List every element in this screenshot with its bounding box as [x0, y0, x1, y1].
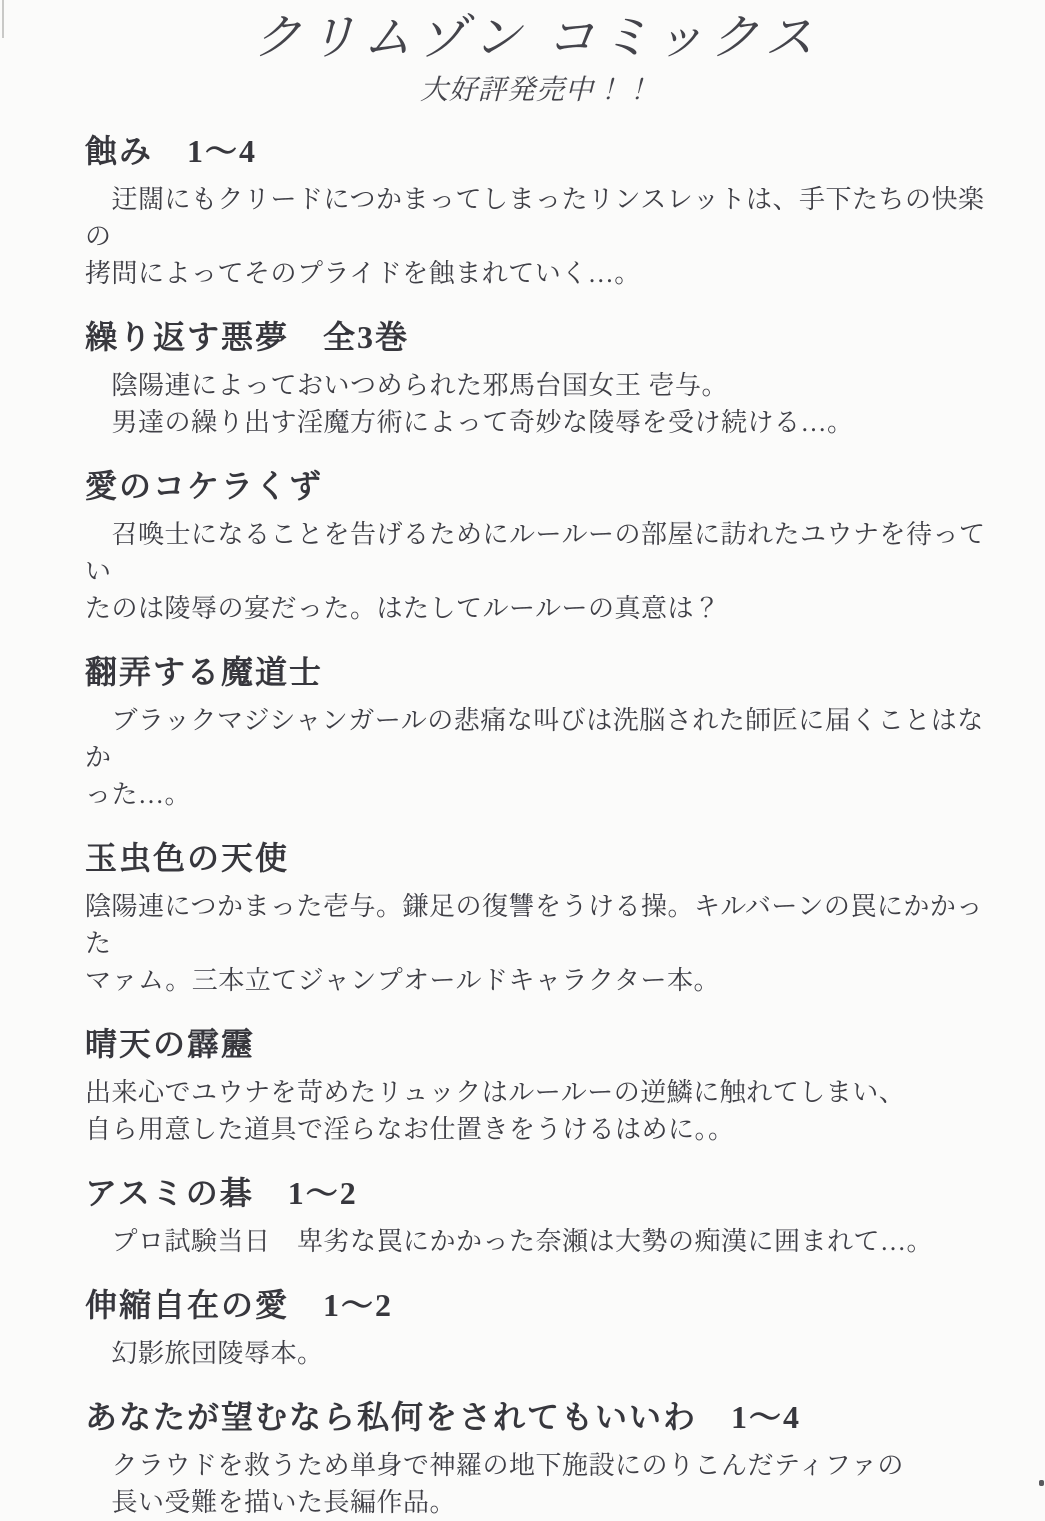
- entry-description-line: 男達の繰り出す淫魔方術によって奇妙な陵辱を受け続ける…。: [85, 408, 854, 437]
- entry-description-line: マァム。三本立てジャンプオールドキャラクター本。: [85, 966, 720, 995]
- entry-description-line: プロ試験当日 卑劣な罠にかかった奈瀬は大勢の痴漢に囲まれて…。: [85, 1227, 934, 1256]
- page-subtitle: 大好評発売中！！: [419, 75, 652, 106]
- catalog-entry: [85, 1171, 987, 1260]
- entry-description-line: 幻影旅団陵辱本。: [85, 1339, 324, 1368]
- entry-title: アスミの碁 1～2: [85, 1175, 358, 1211]
- catalog-entry: [85, 1395, 987, 1521]
- entry-description-line: 召喚士になることを告げるためにルールーの部屋に訪れたユウナを待ってい: [85, 520, 986, 586]
- entry-title: 伸縮自在の愛 1～2: [85, 1287, 394, 1323]
- scan-edge-artifact: [2, 0, 4, 38]
- entry-title: 繰り返す悪夢 全3巻: [85, 319, 410, 355]
- catalog-entry: [85, 650, 987, 813]
- entry-description-line: 陰陽連によっておいつめられた邪馬台国女王 壱与。: [85, 371, 729, 400]
- catalog-entry: [85, 1022, 987, 1148]
- entry-description-line: クラウドを救うため単身で神羅の地下施設にのりこんだティファの: [85, 1451, 904, 1480]
- entry-description-line: ブラックマジシャンガールの悲痛な叫びは洗脳された師匠に届くことはなか: [85, 706, 984, 772]
- entry-description-line: 自ら用意した道具で淫らなお仕置きをうけるはめに。。: [85, 1115, 735, 1144]
- entry-description-line: 陰陽連につかまった壱与。鎌足の復讐をうける操。キルバーンの罠にかかった: [85, 892, 983, 958]
- entry-description-line: った…。: [85, 780, 192, 809]
- catalog-entry: [85, 315, 987, 441]
- entry-title: 玉虫色の天使: [85, 840, 290, 876]
- catalog-entry: [85, 129, 987, 292]
- entry-description-line: 出来心でユウナを苛めたリュックはルールーの逆鱗に触れてしまい、: [85, 1078, 906, 1107]
- scan-speck-artifact: [1039, 1480, 1044, 1486]
- catalog-entry: [85, 836, 987, 999]
- catalog-entry: [85, 464, 987, 627]
- entry-title: あなたが望むなら私何をされてもいいわ 1～4: [85, 1399, 802, 1435]
- entry-title: 蝕み 1～4: [85, 133, 258, 169]
- entry-description-line: たのは陵辱の宴だった。はたしてルールーの真意は？: [85, 594, 721, 623]
- entry-title: 愛のコケラくず: [85, 468, 324, 504]
- entry-description-line: 拷問によってそのプライドを蝕まれていく…。: [85, 259, 641, 288]
- entry-title: 晴天の霹靂: [85, 1026, 256, 1062]
- entry-title: 翻弄する魔道士: [85, 654, 324, 690]
- entry-description-line: 長い受難を描いた長編作品。: [85, 1488, 457, 1517]
- page-title: クリムゾン コミックス: [252, 10, 820, 65]
- catalog-entry: [85, 1283, 987, 1372]
- entry-description-line: 迂闊にもクリードにつかまってしまったリンスレットは、手下たちの快楽の: [85, 185, 985, 251]
